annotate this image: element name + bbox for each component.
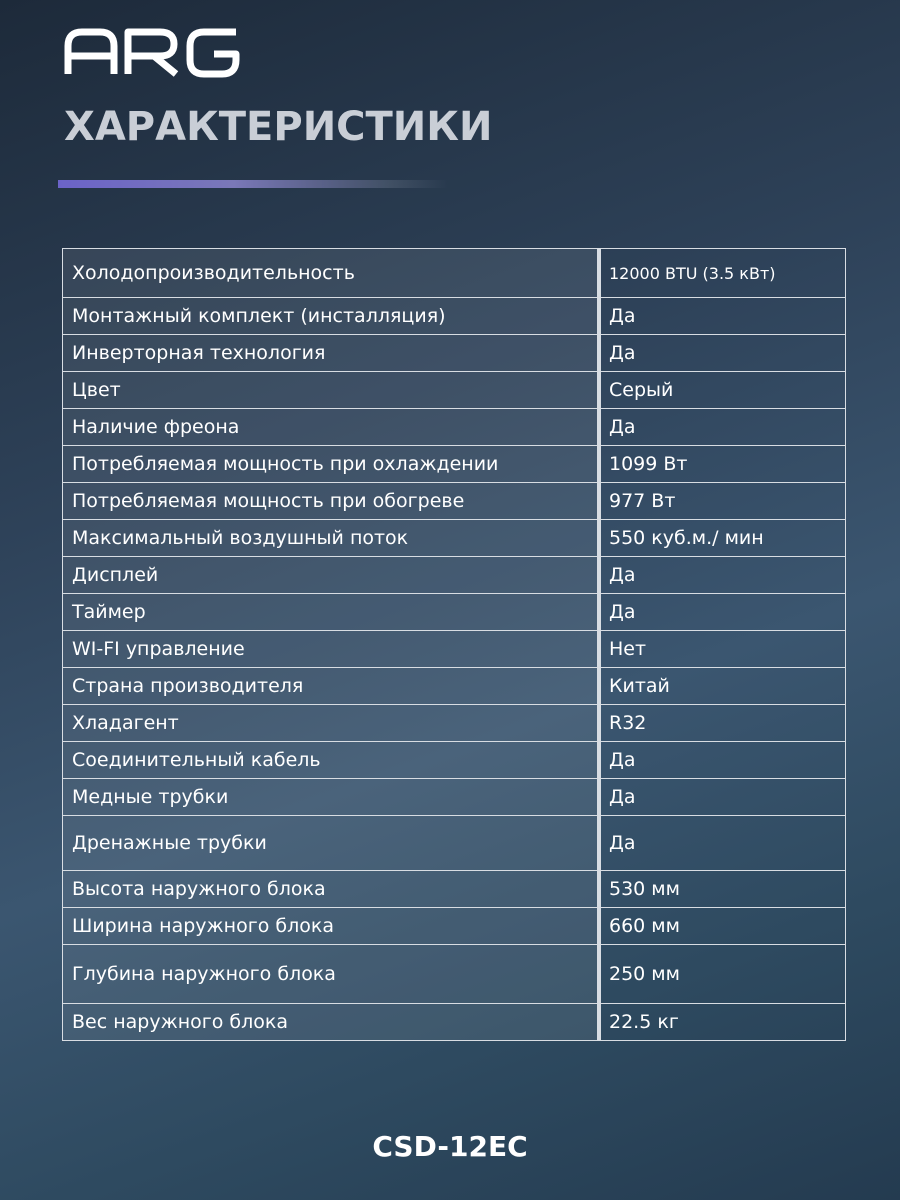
spec-name: Глубина наружного блока	[62, 944, 598, 1004]
spec-row	[62, 945, 846, 1004]
spec-value: Серый	[598, 371, 846, 409]
spec-name: WI-FI управление	[62, 630, 598, 668]
spec-value: Китай	[598, 667, 846, 705]
spec-name: Холодопроизводительность	[62, 248, 598, 298]
spec-value: Да	[598, 741, 846, 779]
spec-name: Ширина наружного блока	[62, 907, 598, 945]
title-underline	[58, 180, 448, 188]
spec-row	[62, 742, 846, 779]
spec-row	[62, 871, 846, 908]
spec-value: 977 Вт	[598, 482, 846, 520]
spec-row	[62, 557, 846, 594]
spec-row	[62, 668, 846, 705]
spec-name: Вес наружного блока	[62, 1003, 598, 1041]
spec-row	[62, 594, 846, 631]
page-title: ХАРАКТЕРИСТИКИ	[64, 104, 493, 150]
spec-name: Максимальный воздушный поток	[62, 519, 598, 557]
spec-row	[62, 908, 846, 945]
spec-value: Да	[598, 778, 846, 816]
spec-row	[62, 779, 846, 816]
spec-value: Да	[598, 408, 846, 446]
spec-value: Да	[598, 297, 846, 335]
spec-name: Таймер	[62, 593, 598, 631]
spec-row	[62, 298, 846, 335]
arg-logo-mark	[64, 28, 240, 78]
spec-row	[62, 248, 846, 298]
spec-row	[62, 446, 846, 483]
spec-name: Инверторная технология	[62, 334, 598, 372]
spec-value: Да	[598, 593, 846, 631]
spec-row	[62, 520, 846, 557]
spec-name: Цвет	[62, 371, 598, 409]
spec-row	[62, 816, 846, 871]
spec-name: Потребляемая мощность при обогреве	[62, 482, 598, 520]
spec-row	[62, 335, 846, 372]
specs-table	[62, 248, 846, 1041]
spec-value: 1099 Вт	[598, 445, 846, 483]
spec-value: Да	[598, 815, 846, 871]
spec-name: Страна производителя	[62, 667, 598, 705]
spec-name: Высота наружного блока	[62, 870, 598, 908]
spec-value: 550 куб.м./ мин	[598, 519, 846, 557]
spec-value: 12000 BTU (3.5 кВт)	[598, 248, 846, 298]
spec-name: Медные трубки	[62, 778, 598, 816]
spec-name: Хладагент	[62, 704, 598, 742]
spec-row	[62, 409, 846, 446]
spec-value: 660 мм	[598, 907, 846, 945]
spec-name: Дисплей	[62, 556, 598, 594]
spec-row	[62, 483, 846, 520]
spec-name: Наличие фреона	[62, 408, 598, 446]
spec-row	[62, 1004, 846, 1041]
spec-name: Монтажный комплект (инсталляция)	[62, 297, 598, 335]
spec-row	[62, 631, 846, 668]
spec-name: Соединительный кабель	[62, 741, 598, 779]
spec-row	[62, 372, 846, 409]
spec-value: 22.5 кг	[598, 1003, 846, 1041]
brand-logo	[64, 28, 240, 78]
spec-value: Нет	[598, 630, 846, 668]
spec-name: Дренажные трубки	[62, 815, 598, 871]
spec-value: 250 мм	[598, 944, 846, 1004]
spec-name: Потребляемая мощность при охлаждении	[62, 445, 598, 483]
spec-value: R32	[598, 704, 846, 742]
spec-value: Да	[598, 556, 846, 594]
model-name: CSD-12EC	[372, 1130, 528, 1163]
spec-value: Да	[598, 334, 846, 372]
spec-row	[62, 705, 846, 742]
spec-value: 530 мм	[598, 870, 846, 908]
